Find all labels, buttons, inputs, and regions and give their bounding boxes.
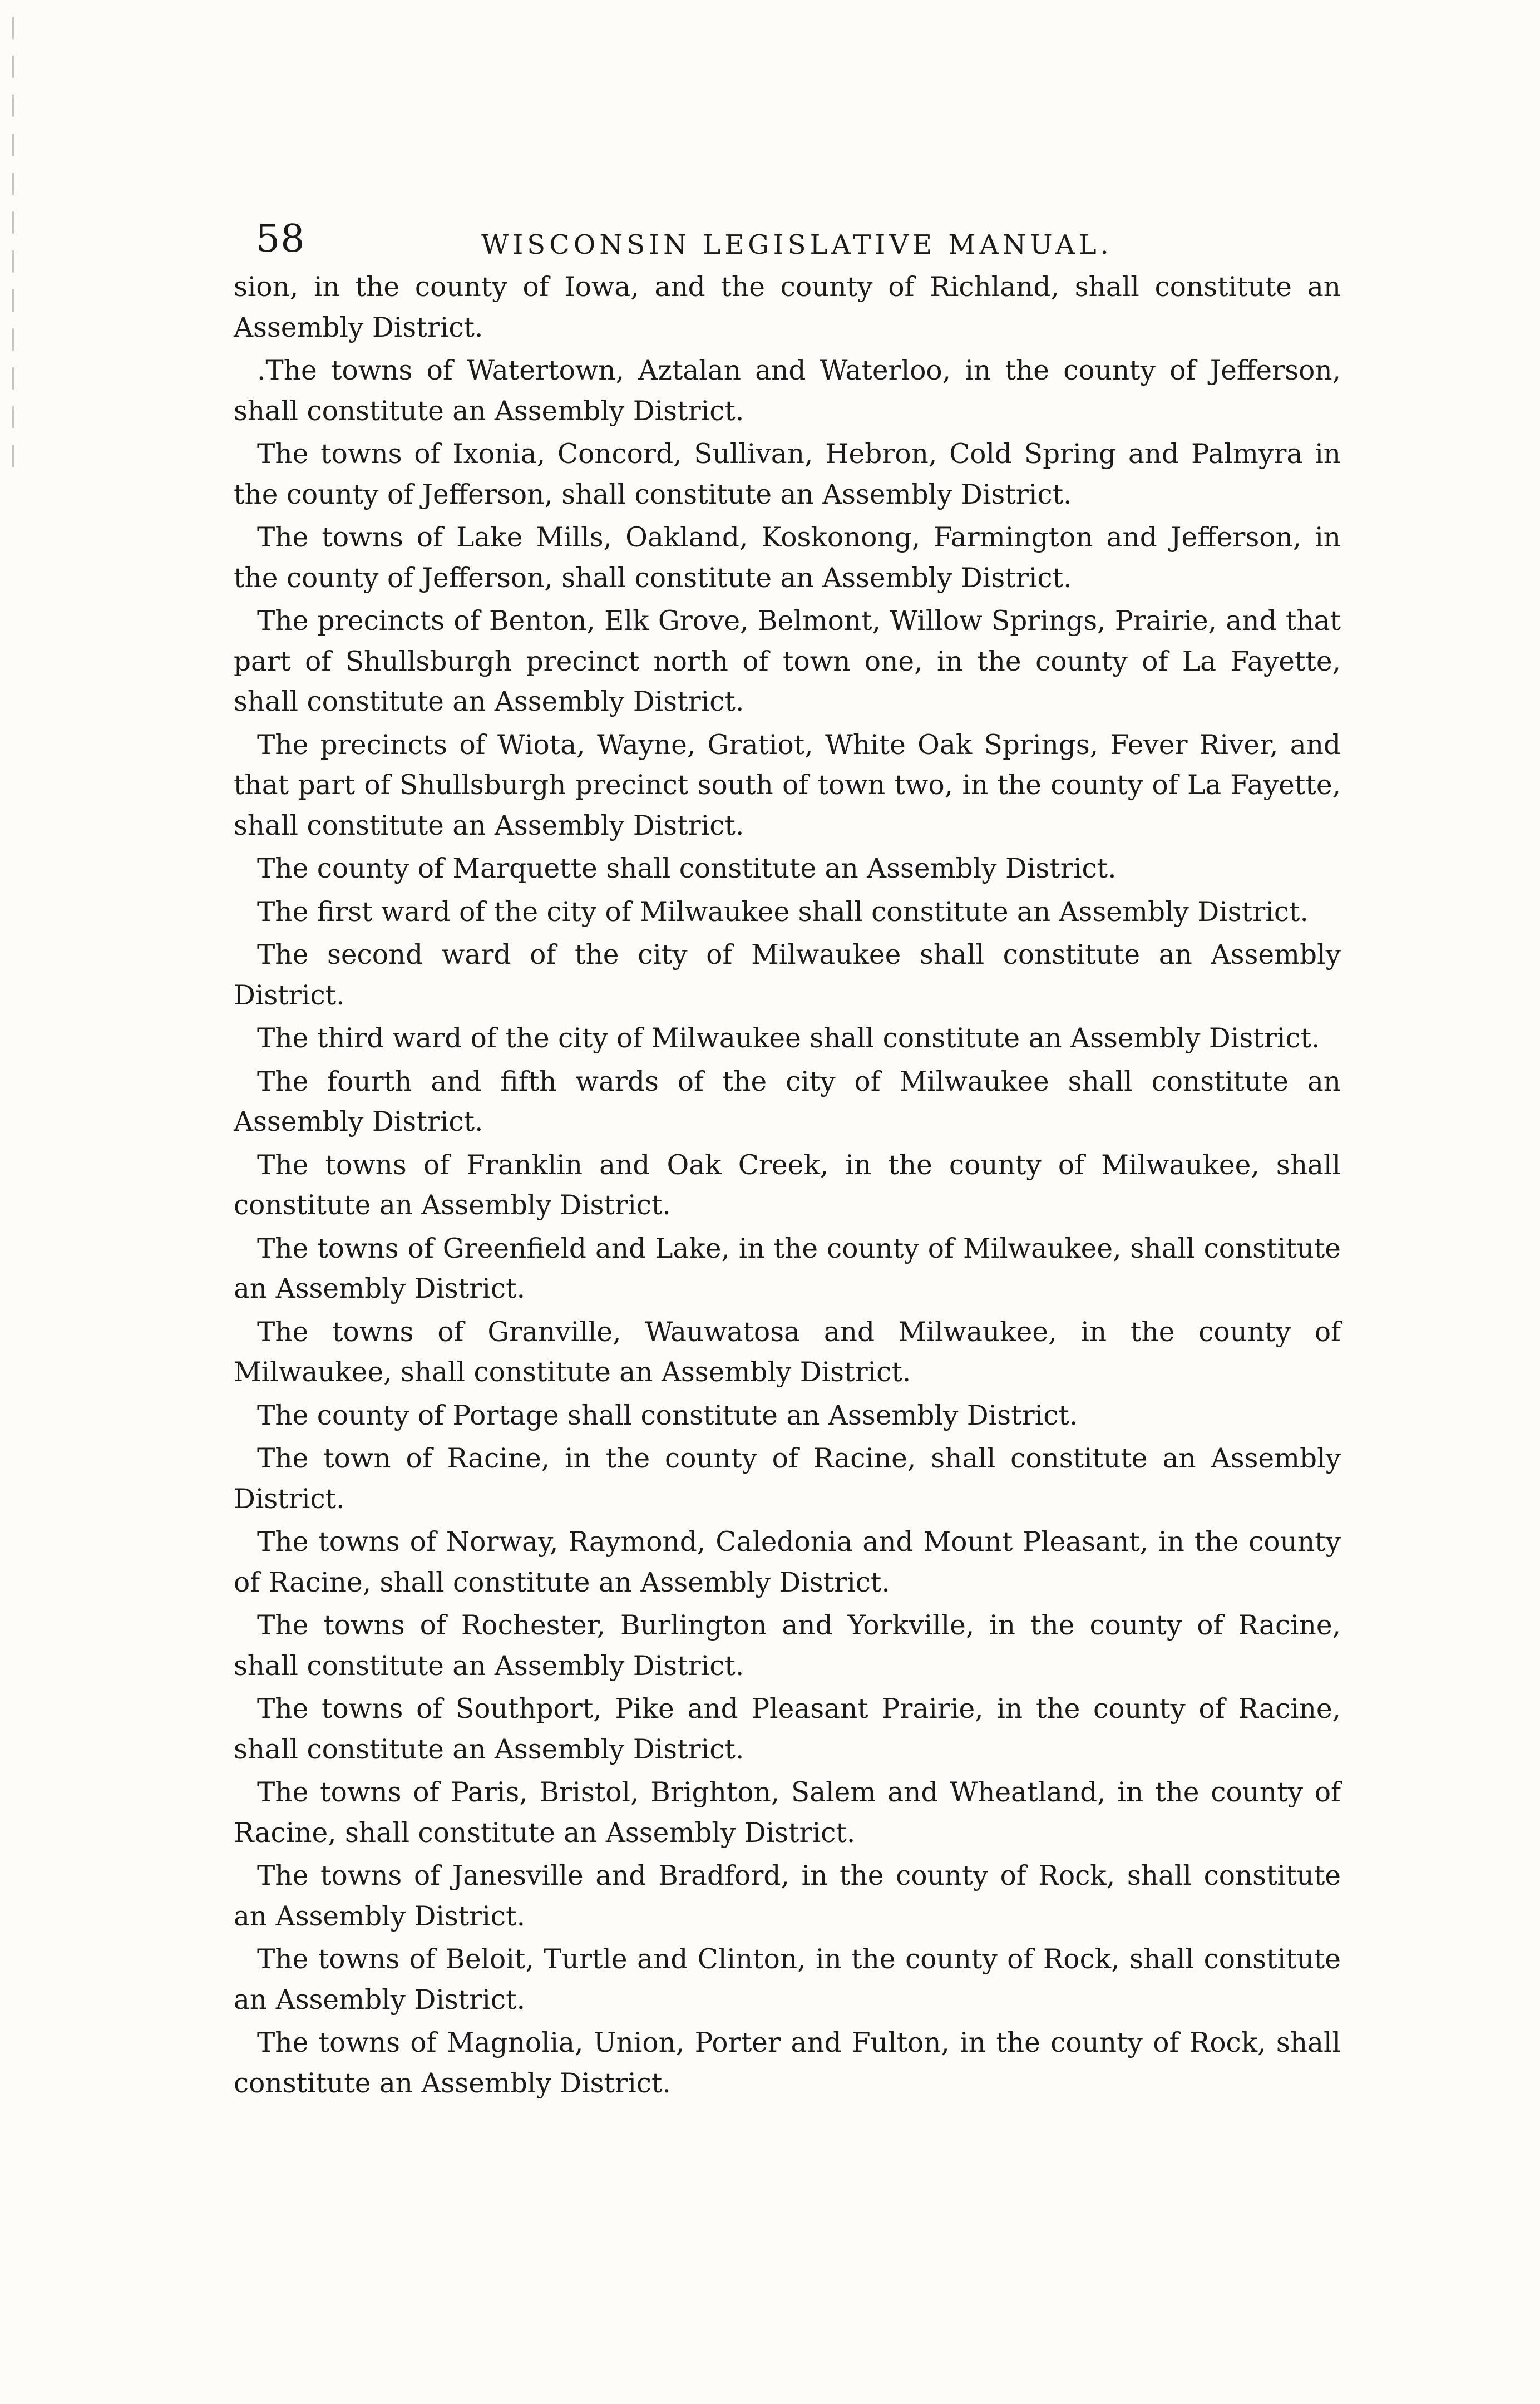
paragraph: The towns of Lake Mills, Oakland, Koskonong, Farmington and Jefferson, in the county of Jefferson, shall constitute an Assembly District. <box>234 522 1341 594</box>
paragraph: The towns of Janesville and Bradford, in the county of Rock, shall constitute an Assembly District. <box>234 1860 1341 1932</box>
paragraph: .The towns of Watertown, Aztalan and Waterloo, in the county of Jefferson, shall constitute an Assembly District. <box>234 355 1341 427</box>
body-text <box>234 267 1341 2104</box>
page-number: 58 <box>256 217 305 261</box>
paragraph: The county of Marquette shall constitute an Assembly District. <box>257 853 1117 884</box>
paragraph: The second ward of the city of Milwaukee shall constitute an Assembly District. <box>234 939 1341 1011</box>
paragraph: The towns of Granville, Wauwatosa and Milwaukee, in the county of Milwaukee, shall constitute an Assembly District. <box>234 1316 1341 1388</box>
paragraph: The towns of Rochester, Burlington and Yorkville, in the county of Racine, shall constitute an Assembly District. <box>234 1610 1341 1682</box>
paragraph: The third ward of the city of Milwaukee shall constitute an Assembly District. <box>257 1023 1320 1054</box>
paragraph: sion, in the county of Iowa, and the county of Richland, shall constitute an Assembly District. <box>234 272 1341 343</box>
paragraph: The county of Portage shall constitute an Assembly District. <box>257 1400 1078 1431</box>
running-title: WISCONSIN LEGISLATIVE MANUAL. <box>481 229 1113 260</box>
paragraph: The towns of Southport, Pike and Pleasant Prairie, in the county of Racine, shall constitute an Assembly District. <box>234 1693 1341 1765</box>
paragraph: The town of Racine, in the county of Racine, shall constitute an Assembly District. <box>234 1443 1341 1515</box>
paragraph: The fourth and fifth wards of the city of Milwaukee shall constitute an Assembly District. <box>234 1066 1341 1137</box>
paragraph: The towns of Norway, Raymond, Caledonia and Mount Pleasant, in the county of Racine, shall constitute an Assembly District. <box>234 1526 1341 1598</box>
scan-edge-mark <box>12 17 14 473</box>
paragraph: The precincts of Benton, Elk Grove, Belmont, Willow Springs, Prairie, and that part of Shullsburgh precinct north of town one, in the county of La Fayette, shall constitute an Assembly District. <box>234 605 1341 717</box>
paragraph: The towns of Franklin and Oak Creek, in the county of Milwaukee, shall constitute an Assembly District. <box>234 1149 1341 1221</box>
paragraph: The precincts of Wiota, Wayne, Gratiot, White Oak Springs, Fever River, and that part of Shullsburgh precinct south of town two, in the county of La Fayette, shall constitute an Assembly District. <box>234 729 1341 841</box>
paragraph: The towns of Magnolia, Union, Porter and Fulton, in the county of Rock, shall constitute an Assembly District. <box>234 2027 1341 2099</box>
paragraph: The towns of Paris, Bristol, Brighton, Salem and Wheatland, in the county of Racine, shall constitute an Assembly District. <box>234 1777 1341 1849</box>
paragraph: The towns of Greenfield and Lake, in the county of Milwaukee, shall constitute an Assembly District. <box>234 1233 1341 1304</box>
document-page <box>234 206 1341 2106</box>
paragraph: The towns of Beloit, Turtle and Clinton, in the county of Rock, shall constitute an Assembly District. <box>234 1944 1341 2016</box>
paragraph: The towns of Ixonia, Concord, Sullivan, Hebron, Cold Spring and Palmyra in the county of Jefferson, shall constitute an Assembly District. <box>234 439 1341 510</box>
paragraph: The first ward of the city of Milwaukee shall constitute an Assembly District. <box>257 896 1309 928</box>
running-head <box>234 206 1341 267</box>
